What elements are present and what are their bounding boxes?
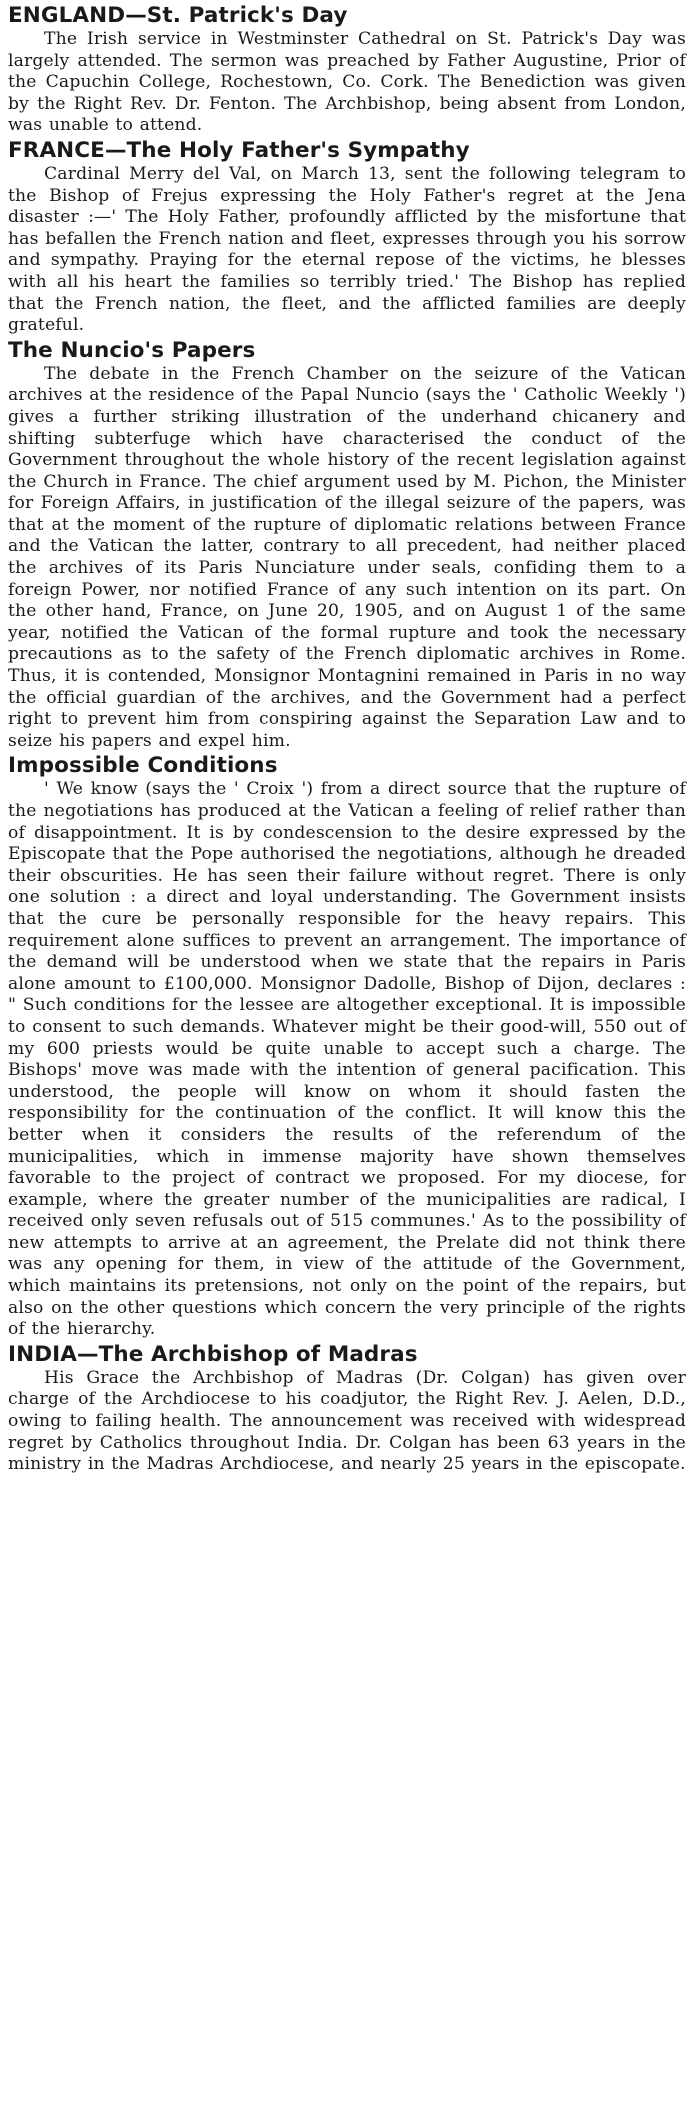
article-impossible-conditions (8, 752, 686, 1340)
article-india (8, 1341, 686, 1476)
article-heading: The Nuncio's Papers (8, 337, 256, 363)
article-body: His Grace the Archbishop of Madras (Dr. Colgan) has given over charge of the Archdiocese to his coadjutor, the Right Rev. J. Aelen, D.D., owing to failing health. The announcement was received with widespread regret by Catholics throughout India. Dr. Colgan has been 63 years in the ministry in the Madras Archdiocese, and nearly 25 years in the episcopate. (8, 1367, 686, 1475)
article-body: Cardinal Merry del Val, on March 13, sent the following telegram to the Bishop of Frejus expressing the Holy Father's regret at the Jena disaster :—' The Holy Father, profoundly afflicted by the misfortune that has befallen the French nation and fleet, expresses through you his sorrow and sympathy. Praying for the eternal repose of the victims, he blesses with all his heart the families so terribly tried.' The Bishop has replied that the French nation, the fleet, and the afflicted families are deeply grateful. (8, 163, 686, 336)
article-heading: INDIA—The Archbishop of Madras (8, 1341, 418, 1367)
article-heading: ENGLAND—St. Patrick's Day (8, 3, 348, 28)
article-nuncio-papers (8, 337, 686, 753)
article-body: ' We know (says the ' Croix ') from a direct source that the rupture of the negotiations has produced at the Vatican a feeling of relief rather than of disappointment. It is by condescension to the desire expressed by the Episcopate that the Pope authorised the negotiations, although he dreaded their obscurities. He has seen their failure without regret. There is only one solution : a direct and loyal understanding. The Government insists that the cure be personally responsible for the heavy repairs. This requirement alone suffices to prevent an arrangement. The importance of the demand will be understood when we state that the repairs in Paris alone amount to £100,000. Monsignor Dadolle, Bishop of Dijon, declares : " Such conditions for the lessee are altogether exceptional. It is impossible to consent to such demands. Whatever might be their good-will, 550 out of my 600 priests would be quite unable to accept such a charge. The Bishops' move was made with the intention of general pacification. This understood, the people will know on whom it should fasten the responsibility for the continuation of the conflict. It will know this the better when it considers the results of the referendum of the municipalities, which in immense majority have shown themselves favorable to the project of contract we proposed. For my diocese, for example, where the greater number of the municipalities are radical, I received only seven refusals out of 515 communes.' As to the possibility of new attempts to arrive at an agreement, the Prelate did not think there was any opening for them, in view of the attitude of the Government, which maintains its pretensions, not only on the point of the repairs, but also on the other questions which concern the very principle of the rights of the hierarchy. (8, 779, 686, 1340)
article-heading: Impossible Conditions (8, 753, 278, 779)
article-france (8, 137, 686, 337)
article-heading: FRANCE—The Holy Father's Sympathy (8, 137, 470, 163)
article-england (8, 2, 686, 137)
article-body: The debate in the French Chamber on the seizure of the Vatican archives at the residence of the Papal Nuncio (says the ' Catholic Weekly ') gives a further striking illustration of the underhand chicanery and shifting subterfuge which have characterised the conduct of the Government throughout the whole history of the recent legislation against the Church in France. The chief argument used by M. Pichon, the Minister for Foreign Affairs, in justification of the illegal seizure of the papers, was that at the moment of the rupture of diplomatic relations between France and the Vatican the latter, contrary to all precedent, had neither placed the archives of its Paris Nunciature under seals, confiding them to a foreign Power, nor notified France of any such intention on its part. On the other hand, France, on June 20, 1905, and on August 1 of the same year, notified the Vatican of the formal rupture and took the necessary precautions as to the safety of the French diplomatic archives in Rome. Thus, it is contended, Monsignor Montagnini remained in Paris in no way the official guardian of the archives, and the Government had a perfect right to prevent him from conspiring against the Separation Law and to seize his papers and expel him. (8, 363, 686, 751)
article-body: The Irish service in Westminster Cathedral on St. Patrick's Day was largely attended. The sermon was preached by Father Augustine, Prior of the Capuchin College, Rochestown, Co. Cork. The Benediction was given by the Right Rev. Dr. Fenton. The Archbishop, being absent from London, was unable to attend. (8, 29, 686, 136)
